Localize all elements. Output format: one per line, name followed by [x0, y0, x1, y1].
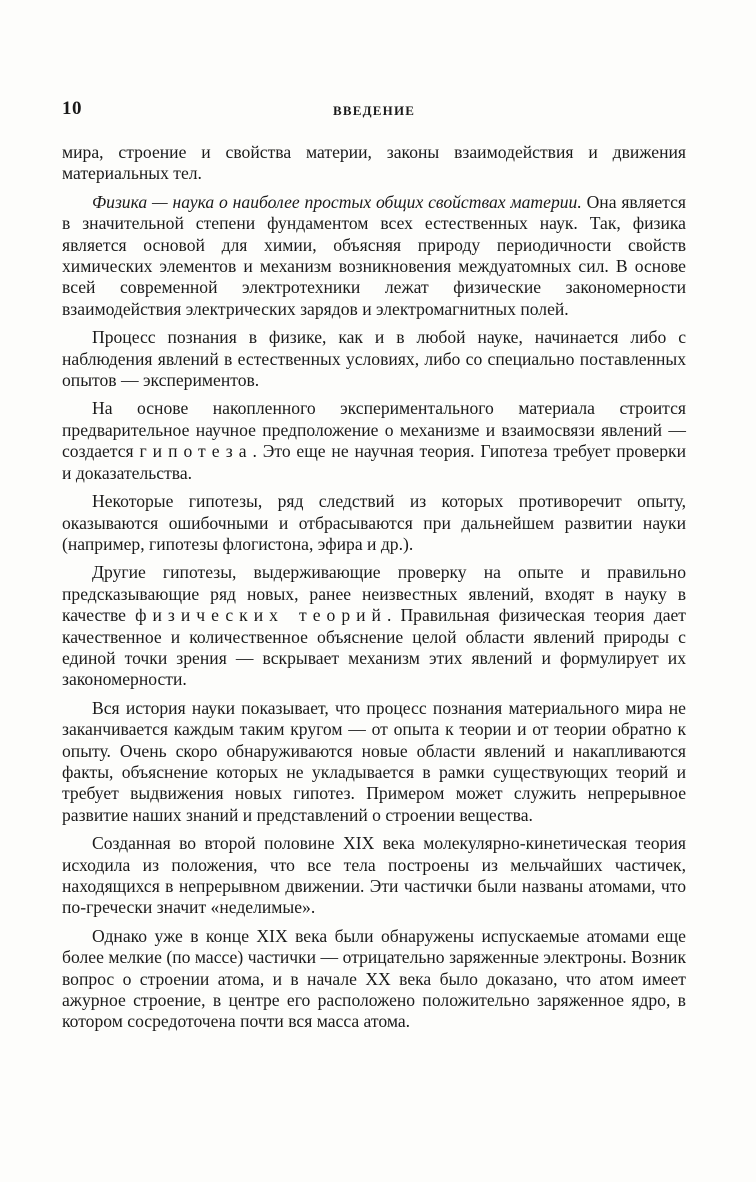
term-hypothesis: гипотеза — [139, 441, 253, 462]
paragraph-8 — [62, 833, 686, 919]
paragraph-9 — [62, 926, 686, 1033]
paragraph-6-before: Другие гипотезы, выдерживающие проверку на опыте и правильно предсказывающие ряд новых, ранее неизвестных явлений, входят в науку в качестве — [62, 562, 686, 626]
paragraph-6-after: . Правильная физическая теория дает качественное и количественное объяснение целой области явлений природы с единой точки зрения — вскрывает механизм этих явлений и формулирует их закономерности. — [62, 605, 686, 690]
physics-definition: Физика — наука о наиболее простых общих свойствах материи. — [92, 191, 582, 212]
paragraph-7 — [62, 698, 686, 826]
paragraph-7-text: Вся история науки показывает, что процесс познания материального мира не заканчивается каждым таким кругом — от опыта к теории и от теории обратно к опыту. Очень скоро обнаруживаются новые области явлений и накапливаются факты, объяснение которых не укладывается в рамки существующих теорий и требует выдвижения новых гипотез. Примером может служить непрерывное развитие наших знаний и представлений о строении вещества. — [62, 697, 686, 825]
paragraph-4-after: . Это еще не научная теория. Гипотеза требует проверки и доказательства. — [62, 441, 687, 483]
paragraph-4 — [62, 398, 686, 484]
paragraph-3 — [62, 327, 686, 391]
page-number: 10 — [62, 98, 82, 119]
paragraph-1-text: мира, строение и свойства материи, законы взаимодействия и движения материальных тел. — [62, 142, 686, 184]
paragraph-6 — [62, 562, 686, 690]
paragraph-9-text: Однако уже в конце XIX века были обнаружены испускаемые атомами еще более мелкие (по массе) частички — отрицательно заряженные электроны. Возник вопрос о строении атома, и в начале XX века было доказано, что атом имеет ажурное строение, в центре его расположено положительно заряженное ядро, в котором сосредоточена почти вся масса атома. — [62, 925, 686, 1032]
paragraph-2-text: Она является в значительной степени фундаментом всех естественных наук. Так, физика является основой для химии, объясняя природу периодичности свойств химических элементов и механизм возникновения междуатомных сил. В основе всей современной электротехники лежат физические закономерности взаимодействия электрических зарядов и электромагнитных полей. — [62, 191, 686, 319]
body-text — [62, 142, 686, 1040]
running-head: ВВЕДЕНИЕ — [333, 103, 416, 118]
term-physical-theories: физических теорий — [135, 605, 387, 626]
paragraph-4-before: На основе накопленного экспериментального материала строится предварительное научное предположение о механизме и взаимосвязи явлений — создается — [62, 398, 686, 462]
paragraph-5 — [62, 491, 686, 555]
paragraph-8-text: Созданная во второй половине XIX века молекулярно-кинетическая теория исходила из положения, что все тела построены из мельчайших частичек, находящихся в непрерывном движении. Эти частички были названы атомами, что по-гречески значит «неделимые». — [62, 833, 686, 918]
paragraph-1 — [62, 142, 686, 185]
paragraph-3-text: Процесс познания в физике, как и в любой науке, начинается либо с наблюдения явлений в естественных условиях, либо со специально поставленных опытов — экспериментов. — [62, 327, 686, 391]
paragraph-5-text: Некоторые гипотезы, ряд следствий из которых противоречит опыту, оказываются ошибочными и отбрасываются при дальнейшем развитии науки (например, гипотезы флогистона, эфира и др.). — [62, 491, 686, 554]
paragraph-2 — [62, 192, 686, 320]
